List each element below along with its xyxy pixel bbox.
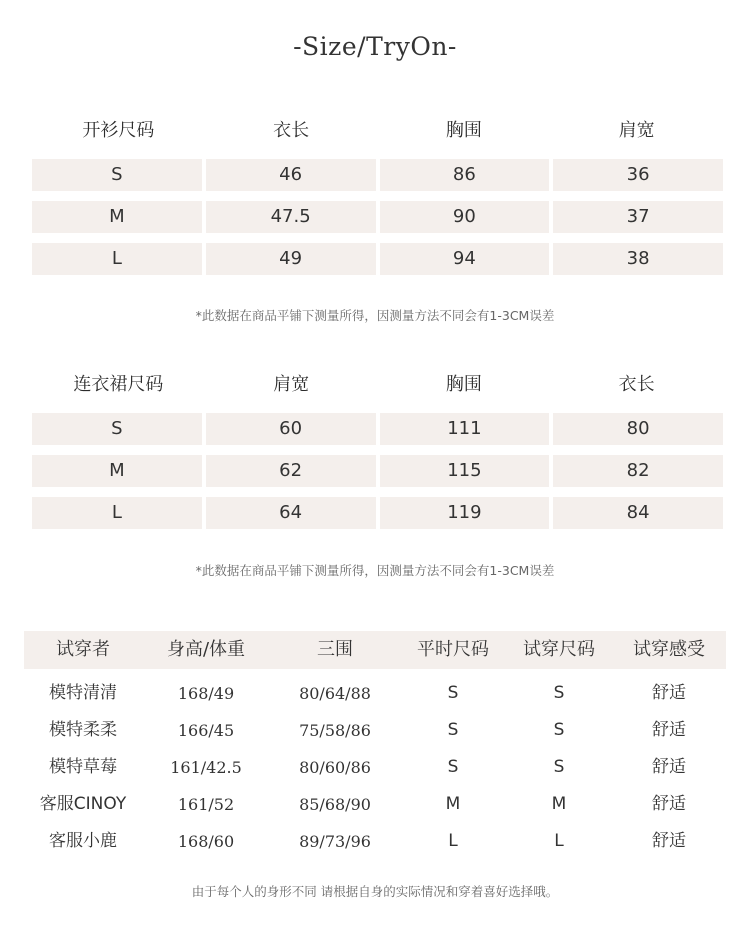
table-cell: 47.5 [206,201,376,233]
table-cell: 37 [553,201,723,233]
table-cell: 89/73/96 [299,832,371,851]
table-row [24,675,726,712]
table-cell: 46 [206,159,376,191]
table-header [32,370,723,400]
table-row [24,712,726,749]
table-cell: L [554,831,564,851]
table-cell: 49 [206,243,376,275]
table-cell: 94 [380,243,550,275]
table-header [32,116,723,146]
table-cell: 111 [380,413,550,445]
table-row [32,201,723,233]
table-row [32,243,723,275]
table-cell: 模特清清 [49,683,117,703]
header-cell: 平时尺码 [417,639,489,660]
footer-note: 由于每个人的身形不同 请根据自身的实际情况和穿着喜好选择哦。 [191,884,559,899]
page-title: -Size/TryOn- [293,32,457,61]
table-cell: 36 [553,159,723,191]
table-cell: 115 [380,455,550,487]
table-cell: 166/45 [177,721,235,740]
table-cell: 80/64/88 [299,684,371,703]
header-cell: 胸围 [445,120,482,141]
table-cell: 168/60 [177,832,235,851]
table-cell: 64 [206,497,376,529]
table-cell: S [447,683,459,703]
header-cell: 肩宽 [618,120,655,141]
table-row [32,159,723,191]
table-cell: 62 [206,455,376,487]
table-cell: M [551,794,567,814]
table-row [32,455,723,487]
table-cell: M [32,455,202,487]
dress-size-table [32,370,723,529]
measurement-note: *此数据在商品平铺下测量所得，因测量方法不同会有1-3CM误差 [195,308,555,323]
header-cell: 三围 [317,639,353,660]
table-cell: 38 [553,243,723,275]
table-cell: 客服小鹿 [49,831,117,851]
header-cell: 衣长 [618,374,655,395]
table-cell: S [553,757,565,777]
table-cell: S [553,720,565,740]
table-row [24,749,726,786]
header-cell: 连衣裙尺码 [73,374,164,395]
table-cell: 80 [553,413,723,445]
tryon-table [24,631,726,860]
table-cell: S [553,683,565,703]
table-cell: 90 [380,201,550,233]
table-row [24,786,726,823]
header-cell: 试穿者 [56,639,110,660]
table-cell: S [447,720,459,740]
table-cell: 舒适 [652,757,686,777]
table-cell: M [445,794,461,814]
header-cell: 试穿尺码 [523,639,595,660]
header-cell: 衣长 [273,120,310,141]
table-cell: 85/68/90 [299,795,371,814]
table-cell: 168/49 [177,684,235,703]
table-cell: L [32,243,202,275]
header-cell: 胸围 [445,374,482,395]
table-cell: 舒适 [652,794,686,814]
table-row [24,823,726,860]
header-cell: 开衫尺码 [82,120,155,141]
table-cell: 119 [380,497,550,529]
table-cell: 82 [553,455,723,487]
table-cell: M [32,201,202,233]
table-cell: S [32,159,202,191]
table-cell: 60 [206,413,376,445]
table-header [24,631,726,669]
table-cell: 161/52 [177,795,235,814]
table-cell: 模特草莓 [49,757,117,777]
table-cell: 模特柔柔 [49,720,117,740]
table-row [32,497,723,529]
table-cell: 86 [380,159,550,191]
table-cell: S [32,413,202,445]
table-cell: 客服CINOY [39,794,127,814]
table-cell: L [32,497,202,529]
table-cell: 80/60/86 [299,758,371,777]
table-cell: 161/42.5 [170,758,242,777]
table-cell: 75/58/86 [299,721,371,740]
table-row [32,413,723,445]
table-cell: 舒适 [652,683,686,703]
table-cell: 舒适 [652,720,686,740]
table-cell: 舒适 [652,831,686,851]
cardigan-size-table [32,116,723,275]
header-cell: 身高/体重 [166,639,246,660]
table-cell: L [448,831,458,851]
header-cell: 试穿感受 [633,639,705,660]
header-cell: 肩宽 [273,374,310,395]
table-cell: S [447,757,459,777]
measurement-note: *此数据在商品平铺下测量所得，因测量方法不同会有1-3CM误差 [195,563,555,578]
table-cell: 84 [553,497,723,529]
